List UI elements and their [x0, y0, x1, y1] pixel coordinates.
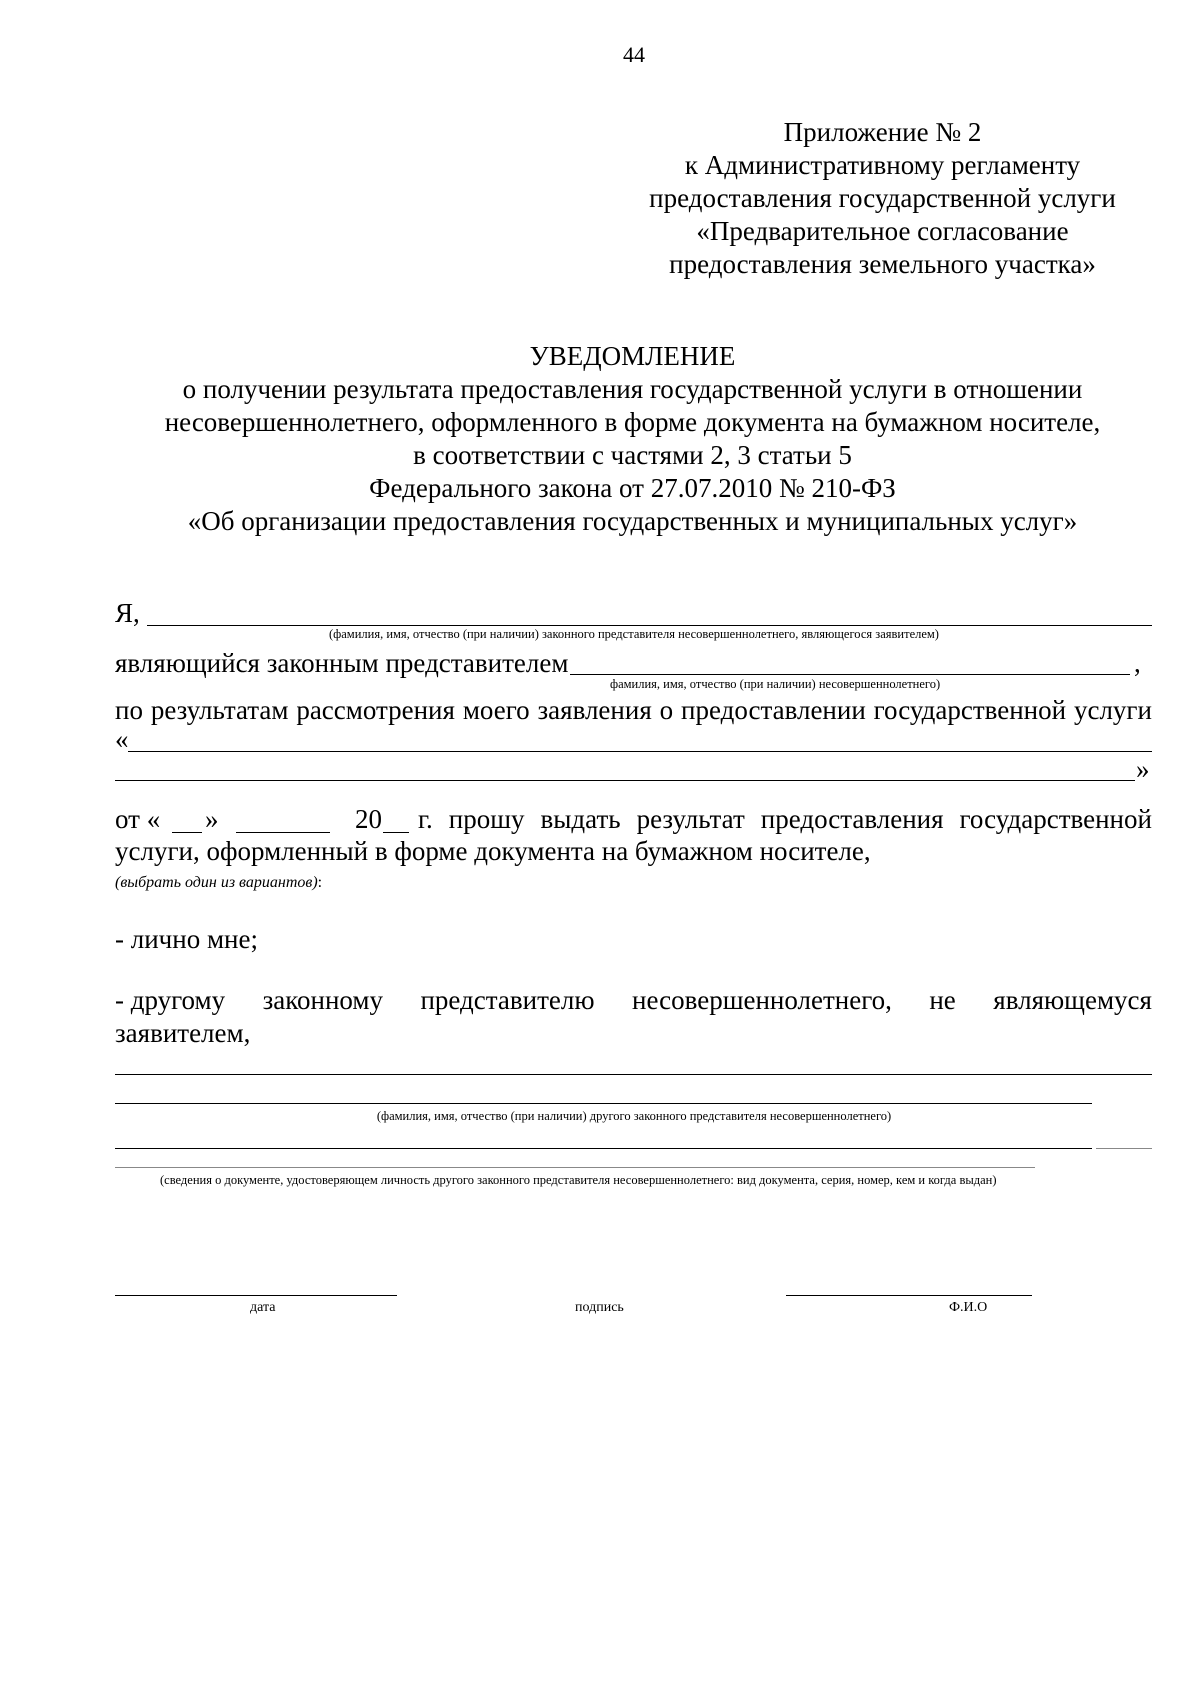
page-number: 44	[623, 42, 645, 67]
hint-document: (сведения о документе, удостоверяющем личность другого законного представителя несовершеннолетнего: вид документа, серия, номер, кем и когда выдан)	[160, 1173, 997, 1187]
results-word: заявления	[537, 695, 652, 725]
title-line: в соответствии с частями 2, 3 статьи 5	[413, 440, 852, 470]
hint-minor: фамилия, имя, отчество (при наличии) несовершеннолетнего)	[610, 677, 941, 691]
date-from-label: от «	[115, 804, 161, 834]
title-line: несовершеннолетнего, оформленного в форме документа на бумажном носителе,	[164, 407, 1101, 437]
date-year-line[interactable]	[383, 832, 409, 833]
service-name-line-1[interactable]	[128, 751, 1152, 752]
results-word: по	[115, 695, 143, 725]
applicant-name-line[interactable]	[147, 625, 1152, 626]
title-heading: УВЕДОМЛЕНИЕ	[529, 341, 736, 371]
title-line: Федерального закона от 27.07.2010 № 210-ФЗ	[369, 473, 896, 503]
representative-label: являющийся законным представителем	[115, 648, 569, 678]
date-signature-line[interactable]	[115, 1295, 397, 1296]
document-title	[115, 340, 1150, 538]
hint-other-rep: (фамилия, имя, отчество (при наличии) другого законного представителя несовершеннолетнего)	[376, 1109, 892, 1123]
choose-colon: :	[317, 874, 323, 891]
results-line	[115, 695, 1152, 726]
signature-label: подпись	[575, 1300, 624, 1315]
option-word: законному	[262, 985, 383, 1015]
option-word: не	[929, 985, 956, 1015]
name-label: Ф.И.О	[949, 1300, 988, 1315]
choose-hint: (выбрать один из вариантов)	[115, 874, 318, 891]
option-word: несовершеннолетнего,	[632, 985, 892, 1015]
request-line	[418, 804, 1152, 835]
date-quote-close: »	[205, 804, 219, 834]
option-word: - другому	[115, 985, 226, 1015]
other-rep-line-1[interactable]	[115, 1074, 1152, 1075]
annex-line: предоставления государственной услуги	[649, 183, 1116, 213]
annex-block	[630, 116, 1135, 281]
other-rep-line-2[interactable]	[115, 1103, 1092, 1104]
results-word: о	[659, 695, 674, 725]
annex-line: Приложение № 2	[783, 117, 982, 147]
annex-line: к Административному регламенту	[684, 150, 1081, 180]
option-word: являющемуся	[993, 985, 1152, 1015]
document-line-1[interactable]	[115, 1148, 1092, 1149]
year-prefix: 20	[355, 804, 382, 834]
annex-line: «Предварительное согласование	[696, 216, 1069, 246]
minor-name-line[interactable]	[570, 674, 1130, 675]
title-line: «Об организации предоставления государственных и муниципальных услуг»	[187, 506, 1078, 536]
service-name-line-2[interactable]	[115, 780, 1135, 781]
hint-applicant: (фамилия, имя, отчество (при наличии) законного представителя несовершеннолетнего, являющегося заявителем)	[329, 627, 939, 641]
request-word: предоставления	[760, 804, 944, 834]
option-personal[interactable]: - лично мне;	[115, 924, 258, 954]
open-quote: «	[115, 724, 129, 754]
date-month-line[interactable]	[236, 832, 330, 833]
annex-line: предоставления земельного участка»	[669, 249, 1096, 279]
service-line: услуги, оформленный в форме документа на бумажном носителе,	[115, 836, 871, 866]
request-word: результат	[636, 804, 745, 834]
choose-hint-wrap	[115, 874, 322, 892]
title-line: о получении результата предоставления государственной услуги в отношении	[182, 374, 1083, 404]
request-word: прошу	[448, 804, 525, 834]
document-line-1-tail	[1096, 1148, 1152, 1149]
document-line-2[interactable]	[115, 1167, 1035, 1168]
results-word: моего	[462, 695, 530, 725]
option-word: представителю	[420, 985, 595, 1015]
request-word: государственной	[959, 804, 1152, 834]
results-word: результатам	[150, 695, 289, 725]
date-day-line[interactable]	[172, 832, 202, 833]
date-label: дата	[250, 1300, 276, 1315]
results-word: государственной	[873, 695, 1067, 725]
name-signature-line[interactable]	[786, 1295, 1032, 1296]
representative-comma: ,	[1134, 648, 1141, 678]
results-word: услуги	[1073, 695, 1152, 725]
close-quote: »	[1136, 754, 1150, 784]
option-other-rep[interactable]	[115, 985, 1152, 1016]
request-word: г.	[418, 804, 433, 834]
results-word: рассмотрения	[296, 695, 455, 725]
request-word: выдать	[540, 804, 621, 834]
option-other-rep-cont: заявителем,	[115, 1018, 251, 1048]
applicant-prefix: Я,	[115, 598, 140, 628]
results-word: предоставлении	[681, 695, 866, 725]
